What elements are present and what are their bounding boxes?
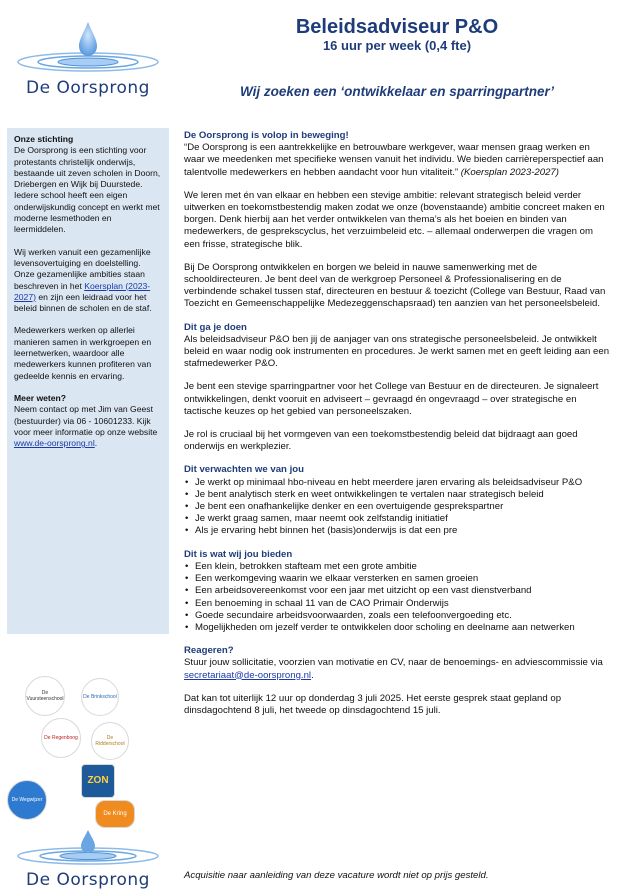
collab-paragraph: Bij De Oorsprong ontwikkelen en borgen we beleid in nauwe samenwerking met de schooldirecteuren. Je bent deel van de werkgroep Personeel & Professionalisering en de verbindende schakel tussen staf, directeuren en bestuur & toezicht (College van Bestuur, Raad van Toezicht en Gemeenschappelijke Medezeggenschapsraad) ten aanzien van het personeelsbeleid. [184,261,606,310]
list-item: • Een werkomgeving waarin we elkaar versterken en samen groeien [195,573,610,585]
water-drop-logo-icon [13,828,163,868]
learn-paragraph: We leren met én van elkaar en hebben een stevige ambitie: relevant strategisch beleid verder uitwerken en toekomstbestendig maken zodat we onze (bovenstaande) ambitie concreet maken en borgen. Denk hierbij aan het verder ontwikkelen van thema’s als het boeien en binden van medewerkers, de gesprekscyclus, het verzuimbeleid etc. – allemaal onderwerpen die vragen om een frisse, strategische blik. [184,189,605,250]
school-label: De Ridderschool [95,735,125,747]
school-label: De Kring [103,811,127,817]
list-item: • Je werkt op minimaal hbo-niveau en hebt meerdere jaren ervaring als beleidsadviseur P&O [195,477,610,489]
page-subtitle: 16 uur per week (0,4 fte) [322,38,472,53]
list-item: • Je bent een onafhankelijke denker en een overtuigende gesprekspartner [195,501,610,513]
list-item: • Goede secundaire arbeidsvoorwaarden, zoals een telefoonvergoeding etc. [195,610,610,622]
school-label: De Wegwijzer [11,797,43,803]
sparring-paragraph: Je bent een stevige sparringpartner voor het College van Bestuur en de directeuren. Je signaleert ontwikkelingen, denkt vooruit en adviseert – gevraagd én ongevraagd – over strategische en tactische keuzes op het gebied van personeelszaken. [184,381,599,417]
reageren-text: Stuur jouw sollicitatie, voorzien van motivatie en CV, naar de benoemings- en adviescommissie via [184,657,603,669]
list-item: • Een arbeidsovereenkomst voor een jaar met uitzicht op een vast dienstverband [195,585,610,597]
stichting-heading: Onze stichting [14,134,74,144]
list-item: • Mogelijkheden om jezelf verder te ontwikkelen door scholing en deelname aan netwerken [195,622,610,634]
meer-block [14,393,163,449]
school-logos [7,672,137,827]
list-item: • Een klein, betrokken stafteam met een grote ambitie [195,561,610,573]
intro-heading: De Oorsprong is volop in beweging! [184,130,349,141]
vacancy-body [184,130,610,728]
verwachten-heading: Dit verwachten we van jou [184,464,304,476]
sidebar [7,128,169,634]
meer-text: Neem contact op met Jim van Geest (bestuurder) via 06 - 10601233. Kijk voor meer informatie op onze website [14,404,158,437]
bieden-heading: Dit is wat wij jou bieden [184,548,293,560]
list-item: • Als je ervaring hebt binnen het (basis)onderwijs is dat een pre [195,525,610,537]
values-block [14,247,163,315]
bieden-list [184,561,610,634]
school-label: De Vuursteenschool [26,690,64,702]
brand-name: De Oorsprong [26,870,150,890]
values-text-1: Wij werken vanuit een gezamenlijke levensovertuiging en doelstelling. Onze gezamenlijke ambities staan beschreven in het [14,246,151,291]
logo-bottom [6,828,170,890]
school-logo [95,800,135,828]
reageren-section [184,645,610,682]
intro-text: “De Oorsprong is een aantrekkelijke en betrouwbare werkgever, waar mensen graag werken en waar we meedenken met specifieke wensen vanuit het individu. We bieden carrièreperspectief aan talentvolle medewerkers en hebben aandacht voor hun vitaliteit.” [184,142,604,178]
koersplan-link[interactable]: Koersplan (2023-2027) [14,280,151,302]
water-drop-logo-icon [13,14,163,76]
stichting-block [14,134,163,236]
values-text-2: en zijn een leidraad voor het beleid binnen de scholen en de staf. [14,291,152,314]
logo-top [6,14,170,98]
tagline: Wij zoeken een ‘ontwikkelaar en sparringpartner’ [240,84,554,99]
website-suffix: . [94,438,98,449]
page-title: Beleidsadviseur P&O [295,16,499,38]
list-item: • Je bent analytisch sterk en weet ontwikkelingen te vertalen naar strategisch beleid [195,489,610,501]
verwachten-list [184,477,610,538]
staff-text: Medewerkers werken op allerlei manieren samen in werkgroepen en leernetwerken, waardoor alle medewerkers kunnen profiteren van gedeelde kennis en ervaring. [14,325,152,381]
website-link[interactable]: www.de-oorsprong.nl [14,438,95,449]
school-logo [81,678,119,716]
school-logo [91,722,129,760]
reageren-suffix: . [311,669,314,681]
footnote: Acquisitie naar aanleiding van deze vacature wordt niet op prijs gesteld. [184,870,489,881]
meer-heading: Meer weten? [14,392,67,403]
doen-section [184,322,610,371]
staff-block [14,325,163,381]
list-item: • Een benoeming in schaal 11 van de CAO Primair Onderwijs [195,598,610,610]
school-label: De Regenboog [44,735,78,741]
school-logo [25,676,65,716]
school-logo [81,764,115,798]
brand-name: De Oorsprong [26,78,150,98]
intro-section [184,130,610,179]
list-item: • Je werkt graag samen, maar neemt ook zelfstandig initiatief [195,513,610,525]
school-label: De Brinkschool [83,694,117,700]
school-label: ZON [87,775,109,786]
school-logo [41,718,81,758]
email-link[interactable]: secretariaat@de-oorsprong.nl [184,669,312,681]
school-logo [7,780,47,820]
intro-source: (Koersplan 2023-2027) [460,166,559,178]
doen-text: Als beleidsadviseur P&O ben jij de aanjager van ons strategische personeelsbeleid. Je ontwikkelt beleid en waar nodig ook instrumenten en procedures. Je werkt samen met en geeft leiding aan een stafmedewerker P&O. [184,333,610,370]
reageren-heading: Reageren? [184,645,234,657]
doen-heading: Dit ga je doen [184,321,247,333]
deadline-paragraph: Dat kan tot uiterlijk 12 uur op donderdag 3 juli 2025. Het eerste gesprek staat gepland op dinsdagochtend 8 juli, het tweede op dinsdagochtend 15 juli. [184,692,562,716]
stichting-text: De Oorsprong is een stichting voor protestants christelijk onderwijs, bestaande uit zeven scholen in Doorn, Driebergen en Wijk bij Duurstede. Iedere school heeft een eigen onderwijskundig concept en werkt met moderne lesmethoden en leermiddelen. [14,145,161,235]
rol-paragraph: Je rol is cruciaal bij het vormgeven van een toekomstbestendig beleid dat bijdraagt aan goed onderwijs en werkplezier. [184,429,578,453]
